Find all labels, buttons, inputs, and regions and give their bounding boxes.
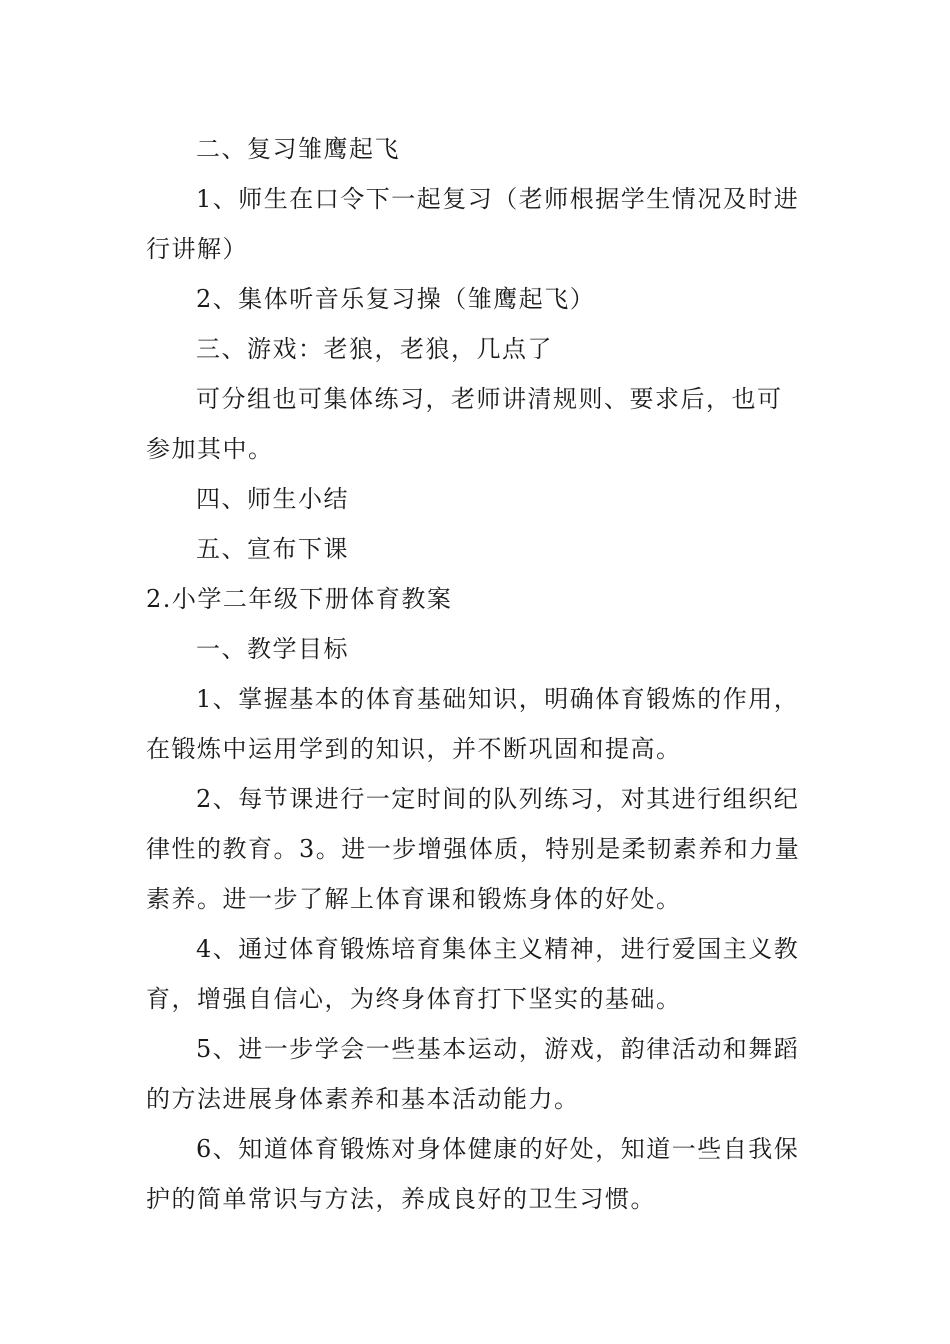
section-heading-objectives: 一、教学目标 (196, 635, 349, 663)
document-title-lesson-plan-2: 2.小学二年级下册体育教案 (146, 585, 453, 613)
paragraph-game-description: 可分组也可集体练习，老师讲清规则、要求后，也可参加其中。 (146, 385, 783, 463)
paragraph-review-step-1: 1、师生在口令下一起复习（老师根据学生情况及时进行讲解） (146, 185, 800, 263)
section-heading-review: 二、复习雏鹰起飞 (196, 135, 400, 163)
objective-item-6: 6、知道体育锻炼对身体健康的好处，知道一些自我保护的简单常识与方法，养成良好的卫生习惯。 (146, 1135, 800, 1213)
section-heading-dismiss: 五、宣布下课 (196, 535, 349, 563)
document-body (146, 124, 806, 1224)
paragraph-review-step-2: 2、集体听音乐复习操（雏鹰起飞） (196, 285, 596, 313)
objective-item-2: 2、每节课进行一定时间的队列练习，对其进行组织纪律性的教育。3。进一步增强体质，特别是柔韧素养和力量素养。进一步了解上体育课和锻炼身体的好处。 (146, 785, 801, 913)
objective-item-1: 1、掌握基本的体育基础知识，明确体育锻炼的作用，在锻炼中运用学到的知识，并不断巩固和提高。 (146, 685, 800, 763)
section-heading-game: 三、游戏：老狼，老狼，几点了 (196, 335, 553, 363)
objective-item-5: 5、进一步学会一些基本运动，游戏，韵律活动和舞蹈的方法进展身体素养和基本活动能力。 (146, 1035, 800, 1113)
objective-item-4: 4、通过体育锻炼培育集体主义精神，进行爱国主义教育，增强自信心，为终身体育打下坚实的基础。 (146, 935, 800, 1013)
section-heading-summary: 四、师生小结 (196, 485, 349, 513)
